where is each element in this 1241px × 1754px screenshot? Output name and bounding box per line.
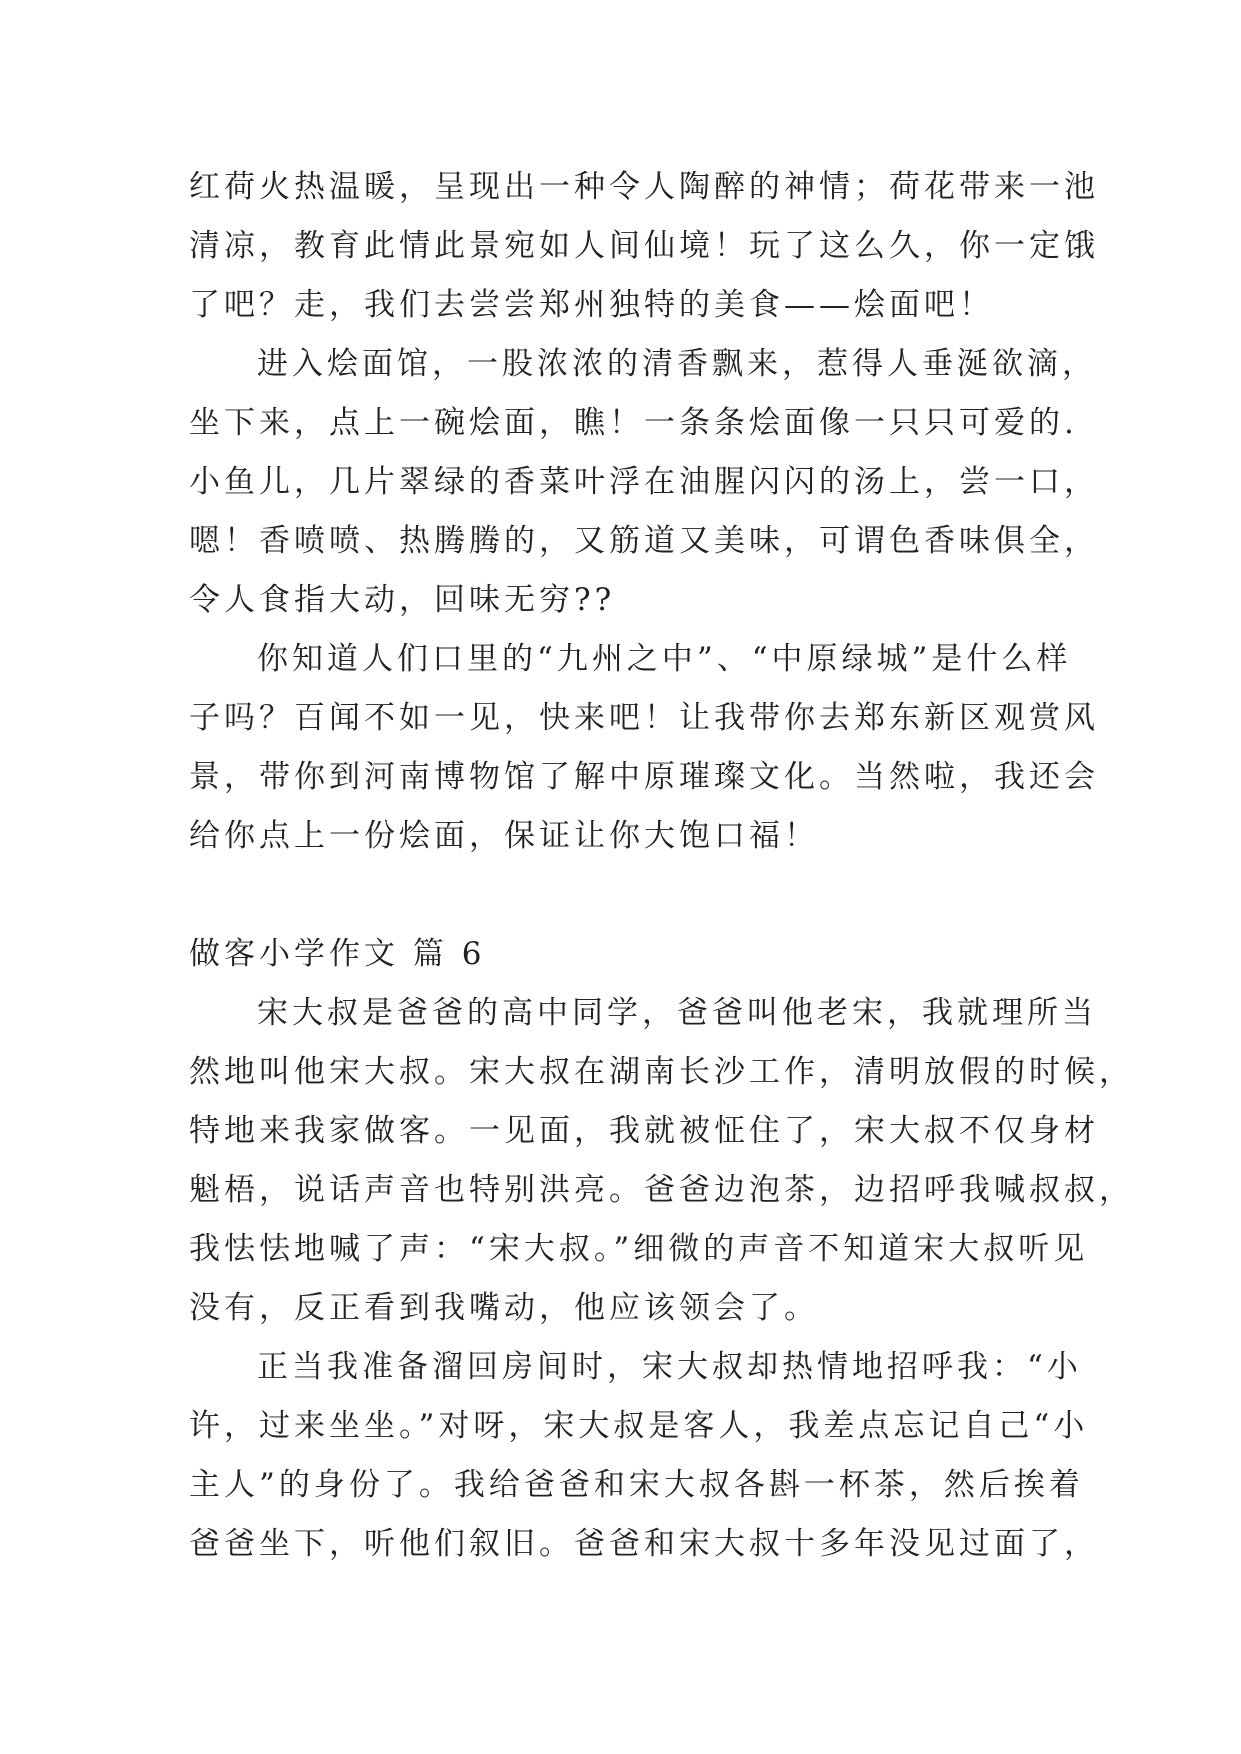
- paragraph-huimian-restaurant: [189, 335, 1099, 630]
- text-line: 魁梧，说话声音也特别洪亮。爸爸边泡茶，边招呼我喊叔叔，: [189, 1172, 1134, 1208]
- text-line: 令人食指大动，回味无穷??: [189, 582, 616, 618]
- text-line: 许，过来坐坐。”对呀，宋大叔是客人，我差点忘记自己“小: [189, 1408, 1089, 1444]
- text-line: 坐下来，点上一碗烩面，瞧！一条条烩面像一只只可爱的.: [189, 405, 1078, 441]
- text-line: 嗯！香喷喷、热腾腾的，又筋道又美味，可谓色香味俱全，: [189, 523, 1099, 559]
- text-line: 特地来我家做客。一见面，我就被怔住了，宋大叔不仅身材: [189, 1113, 1099, 1149]
- text-line: 小鱼儿，几片翠绿的香菜叶浮在油腥闪闪的汤上，尝一口，: [189, 464, 1099, 500]
- text-line: 给你点上一份烩面，保证让你大饱口福！: [189, 818, 819, 854]
- section-title: 做客小学作文 篇 6: [189, 936, 486, 972]
- text-line: 没有，反正看到我嘴动，他应该领会了。: [189, 1290, 819, 1326]
- text-line: 清凉，教育此情此景宛如人间仙境！玩了这么久，你一定饿: [189, 228, 1099, 264]
- paragraph-invitation: [189, 630, 1099, 866]
- text-line: 正当我准备溜回房间时，宋大叔却热情地招呼我：“小: [257, 1349, 1082, 1385]
- paragraph-uncle-song: [189, 984, 1134, 1338]
- text-line: 我怯怯地喊了声：“宋大叔。”细微的声音不知道宋大叔听见: [189, 1231, 1089, 1267]
- paragraph-tea: [189, 1338, 1099, 1574]
- text-line: 红荷火热温暖，呈现出一种令人陶醉的神情；荷花带来一池: [189, 169, 1099, 205]
- text-line: 你知道人们口里的“九州之中”、“中原绿城”是什么样: [257, 641, 1072, 677]
- document-body: [189, 158, 1134, 1574]
- text-line: 宋大叔是爸爸的高中同学，爸爸叫他老宋，我就理所当: [257, 995, 1097, 1031]
- text-line: 景，带你到河南博物馆了解中原璀璨文化。当然啦，我还会: [189, 759, 1099, 795]
- text-line: 然地叫他宋大叔。宋大叔在湖南长沙工作，清明放假的时候，: [189, 1054, 1134, 1090]
- text-line: 主人”的身份了。我给爸爸和宋大叔各斟一杯茶，然后挨着: [189, 1467, 1084, 1503]
- text-line: 子吗？百闻不如一见，快来吧！让我带你去郑东新区观赏风: [189, 700, 1099, 736]
- text-line: 爸爸坐下，听他们叙旧。爸爸和宋大叔十多年没见过面了，: [189, 1526, 1099, 1562]
- text-line: 进入烩面馆，一股浓浓的清香飘来，惹得人垂涎欲滴，: [257, 346, 1097, 382]
- text-line: 了吧？走，我们去尝尝郑州独特的美食——烩面吧！: [189, 287, 994, 323]
- paragraph-continuation: [189, 158, 1099, 335]
